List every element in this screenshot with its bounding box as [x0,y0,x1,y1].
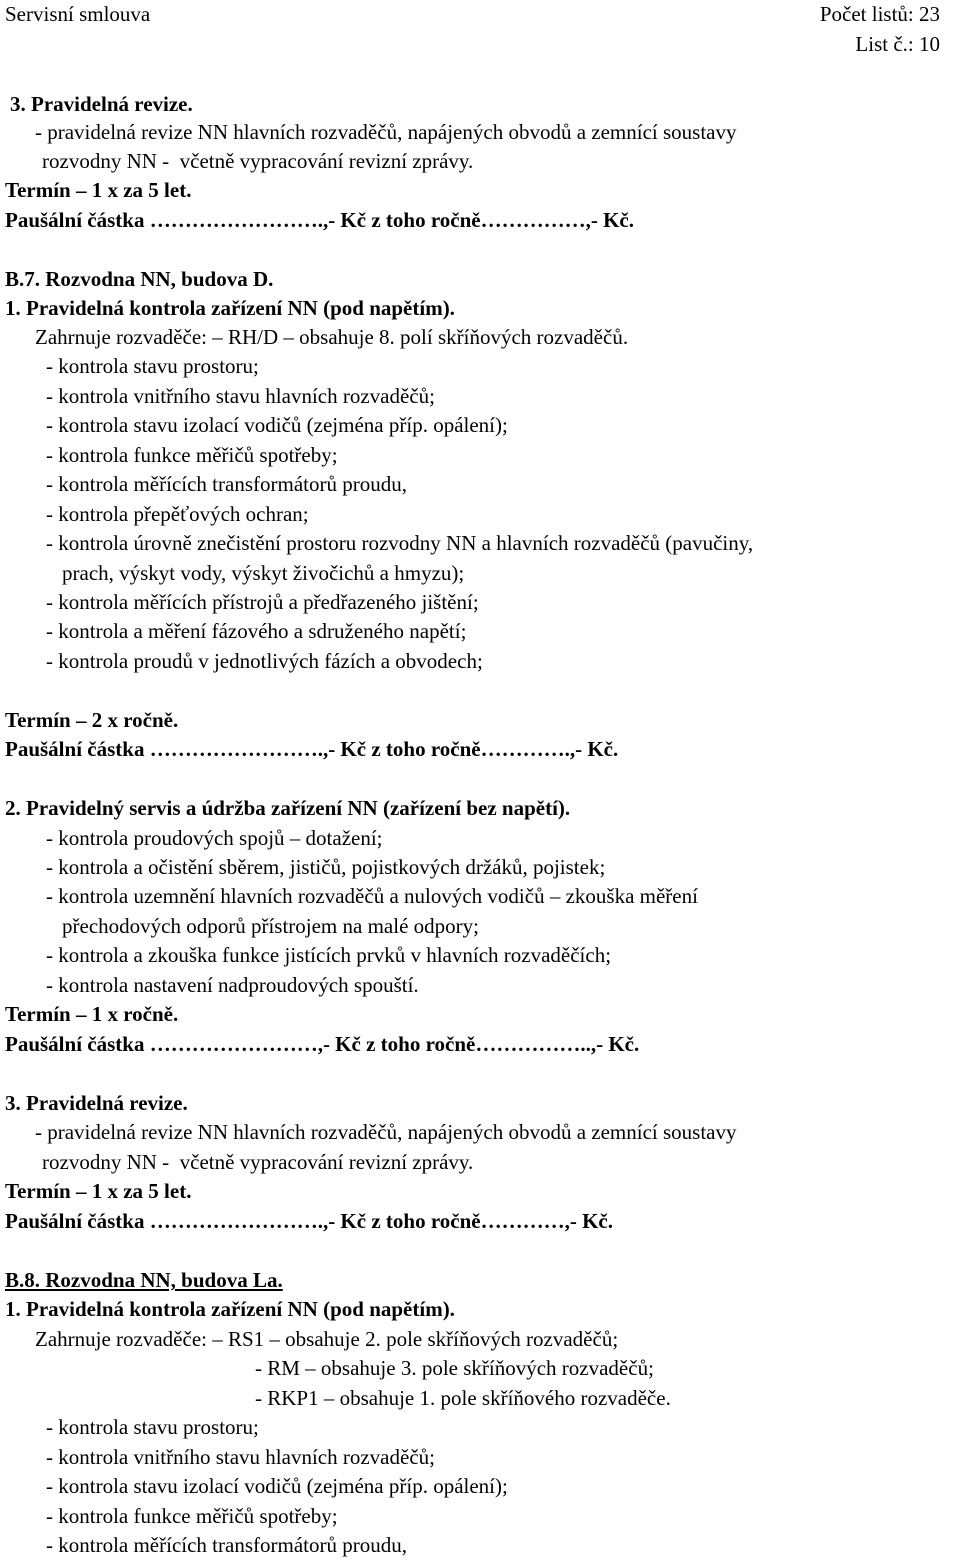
text-line: - kontrola proudových spojů – dotažení; [46,826,383,850]
header-sheet-count: Počet listů: 23 [819,2,940,26]
text-line: - kontrola a zkouška funkce jistících prvků v hlavních rozvaděčích; [46,943,612,967]
text-line: - pravidelná revize NN hlavních rozvaděčů, napájených obvodů a zemnící soustavy [35,120,737,144]
text-line: - kontrola a očistění sběrem, jističů, pojistkových držáků, pojistek; [46,855,606,879]
text-line: - kontrola stavu izolací vodičů (zejména příp. opálení); [46,413,508,437]
text-line: - kontrola funkce měřičů spotřeby; [46,1504,338,1528]
text-line: - kontrola uzemnění hlavních rozvaděčů a nulových vodičů – zkouška měření [46,884,698,908]
text-line: - RKP1 – obsahuje 1. pole skříňového rozvaděče. [255,1386,671,1410]
text-line: - kontrola stavu izolací vodičů (zejména příp. opálení); [46,1474,508,1498]
text-line: prach, výskyt vody, výskyt živočichů a hmyzu); [62,561,465,585]
heading-line: Termín – 2 x ročně. [5,708,179,732]
text-line: - kontrola stavu prostoru; [46,354,259,378]
text-line: rozvodny NN - včetně vypracování revizní zprávy. [42,149,474,173]
text-line: - kontrola měřících přístrojů a předřazeného jištění; [46,590,479,614]
text-line: - kontrola přepěťových ochran; [46,502,309,526]
heading-line: B.7. Rozvodna NN, budova D. [5,267,274,291]
text-line: - kontrola a měření fázového a sdruženého napětí; [46,619,467,643]
heading-line: Paušální částka …………………….,- Kč z toho ročně………….,- Kč. [5,737,619,761]
text-line: - kontrola měřících transformátorů proudu, [46,1533,407,1557]
text-line: Zahrnuje rozvaděče: – RH/D – obsahuje 8. polí skříňových rozvaděčů. [35,325,629,349]
text-line: rozvodny NN - včetně vypracování revizní zprávy. [42,1150,474,1174]
heading-line: 1. Pravidelná kontrola zařízení NN (pod napětím). [5,296,455,320]
text-line: Zahrnuje rozvaděče: – RS1 – obsahuje 2. pole skříňových rozvaděčů; [35,1327,619,1351]
heading-line: 2. Pravidelný servis a údržba zařízení NN (zařízení bez napětí). [5,796,571,820]
heading-line: Termín – 1 x za 5 let. [5,1179,192,1203]
heading-line: Termín – 1 x ročně. [5,1002,179,1026]
text-line: přechodových odporů přístrojem na malé odpory; [62,914,479,938]
header-sheet-number: List č.: 10 [855,32,940,56]
heading-line: 3. Pravidelná revize. [10,92,193,116]
heading-line: Paušální částka …………………….,- Kč z toho ročně…………,- Kč. [5,1209,613,1233]
text-line: - kontrola stavu prostoru; [46,1415,259,1439]
heading-line: 3. Pravidelná revize. [5,1091,188,1115]
header-title: Servisní smlouva [5,2,151,26]
text-line: - kontrola vnitřního stavu hlavních rozvaděčů; [46,384,435,408]
text-line: - kontrola vnitřního stavu hlavních rozvaděčů; [46,1445,435,1469]
heading-line: Paušální částka ……………………,- Kč z toho ročně……………..,- Kč. [5,1032,640,1056]
heading-line: Paušální částka …………………….,- Kč z toho ročně……………,- Kč. [5,208,634,232]
text-line: - RM – obsahuje 3. pole skříňových rozvaděčů; [255,1356,654,1380]
text-line: - kontrola nastavení nadproudových spouští. [46,973,419,997]
heading-line: 1. Pravidelná kontrola zařízení NN (pod napětím). [5,1297,455,1321]
heading-line: B.8. Rozvodna NN, budova La. [5,1268,283,1292]
text-line: - pravidelná revize NN hlavních rozvaděčů, napájených obvodů a zemnící soustavy [35,1120,737,1144]
text-line: - kontrola funkce měřičů spotřeby; [46,443,338,467]
text-line: - kontrola proudů v jednotlivých fázích a obvodech; [46,649,483,673]
text-line: - kontrola úrovně znečistění prostoru rozvodny NN a hlavních rozvaděčů (pavučiny, [46,531,754,555]
text-line: - kontrola měřících transformátorů proudu, [46,472,407,496]
heading-line: Termín – 1 x za 5 let. [5,178,192,202]
